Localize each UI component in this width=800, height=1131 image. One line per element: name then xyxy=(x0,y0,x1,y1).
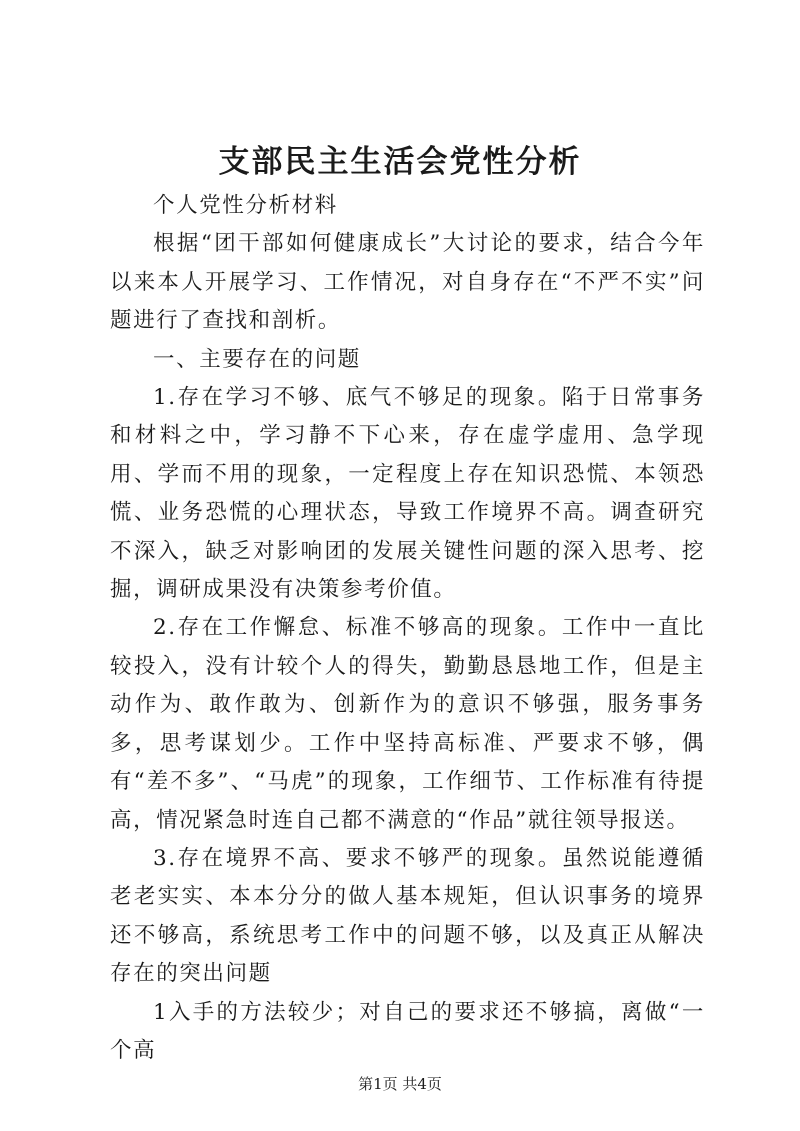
document-title: 支部民主生活会党性分析 xyxy=(218,144,582,180)
paragraph-intro: 根据“团干部如何健康成长”大讨论的要求，结合今年以来本人开展学习、工作情况，对自身存在“不严不实”问题进行了查找和剖析。 xyxy=(110,231,705,334)
document-body xyxy=(110,187,705,1070)
paragraph-continuation: 1入手的方法较少；对自己的要求还不够搞，离做“一个高 xyxy=(110,999,705,1063)
section-heading: 一、主要存在的问题 xyxy=(153,346,361,372)
paragraph-item-2: 2.存在工作懈怠、标准不够高的现象。工作中一直比较投入，没有计较个人的得失，勤勤恳恳地工作，但是主动作为、敢作敢为、创新作为的意识不够强，服务事务多，思考谋划少。工作中坚持高标准、严要求不够，偶有“差不多”、“马虎”的现象，工作细节、工作标准有待提高，情况紧急时连自己都不满意的“作品”就往领导报送。 xyxy=(110,615,705,833)
paragraph-subtitle: 个人党性分析材料 xyxy=(153,193,338,218)
paragraph-item-1: 1.存在学习不够、底气不够足的现象。陷于日常事务和材料之中，学习静不下心来，存在虚学虚用、急学现用、学而不用的现象，一定程度上存在知识恐慌、本领恐慌、业务恐慌的心理状态，导致工作境界不高。调查研究不深入，缺乏对影响团的发展关键性问题的深入思考、挖掘，调研成果没有决策参考价值。 xyxy=(110,385,705,603)
paragraph-item-3: 3.存在境界不高、要求不够严的现象。虽然说能遵循老老实实、本本分分的做人基本规矩，但认识事务的境界还不够高，系统思考工作中的问题不够，以及真正从解决存在的突出问题 xyxy=(110,845,705,987)
page-number-footer: 第1页 共4页 xyxy=(358,1075,442,1093)
